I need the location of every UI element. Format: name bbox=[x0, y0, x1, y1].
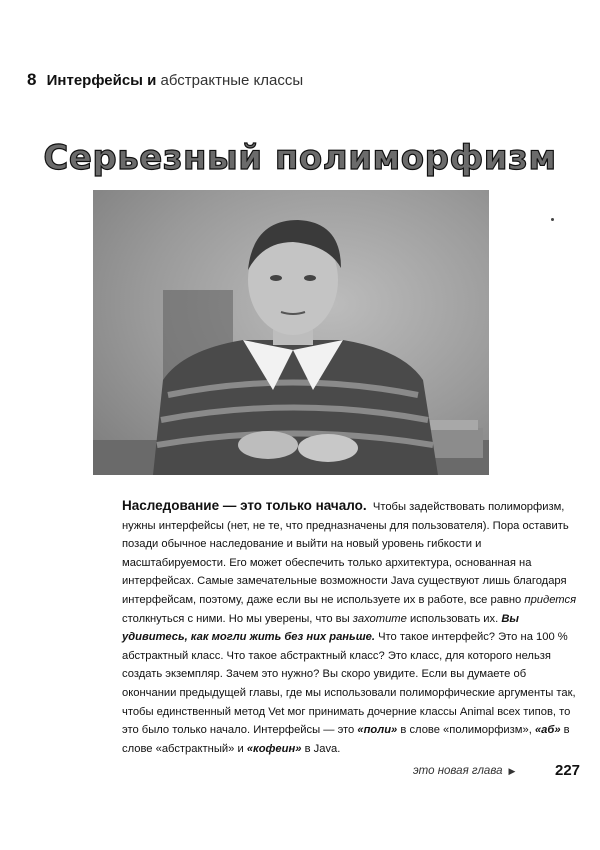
chapter-number: 8 bbox=[27, 70, 37, 89]
body-sentence-4: Что такое интерфейс? Это на 100 % абстрактный класс. Что такое абстрактный класс? Это класс, для которого нельзя создать экземпляр. Зачем это нужно? Вы скоро увидите. Если вы думаете об окончании предыдущей главы, где мы использовали полиморфические аргументы так, чтобы единственный метод Vet мог принимать дочерние классы Animal всех типов, то это было только начало. Интерфейсы — это bbox=[122, 631, 576, 737]
next-chapter-text: это новая глава bbox=[413, 765, 503, 777]
body-sentence-7: в Java. bbox=[304, 742, 341, 755]
body-text bbox=[122, 497, 582, 758]
emphasis-kofein: «кофеин» bbox=[246, 742, 302, 755]
lead-sentence: Наследование — это только начало. bbox=[122, 498, 367, 513]
next-chapter-label bbox=[413, 765, 515, 777]
body-sentence-2: столкнуться с ними. Но мы уверены, что вы bbox=[122, 612, 350, 625]
body-sentence-6: в слове «абстрактный» и bbox=[122, 724, 570, 755]
body-sentence-5: в слове «полиморфизм», bbox=[400, 724, 532, 737]
page-number: 227 bbox=[555, 762, 581, 779]
body-sentence-1: Чтобы задействовать полиморфизм, нужны интерфейсы (нет, не те, что предназначены для пользователя). Пора оставить позади обычное наследование и выйти на новый уровень гибкости и масштабируемости. Его может обеспечить только архитектура, основанная на интерфейсах. Самые замечательные возможности Java существуют лишь благодаря интерфейсам, поэтому, даже если вы не используете их в работе, все равно bbox=[122, 501, 569, 606]
emphasis-vy-udivites: Вы удивитесь, как могли жить без них раньше. bbox=[122, 612, 519, 644]
body-sentence-3: использовать их. bbox=[409, 612, 499, 625]
page-speck bbox=[551, 218, 554, 221]
chapter-title-light: абстрактные классы bbox=[160, 72, 304, 89]
emphasis-pridetsya: придется bbox=[524, 593, 577, 606]
boy-photo-drawing bbox=[93, 190, 489, 475]
emphasis-poli: «поли» bbox=[357, 724, 398, 737]
emphasis-zahotite: захотите bbox=[352, 612, 407, 625]
boy-photo bbox=[93, 190, 489, 475]
emphasis-ab: «аб» bbox=[534, 724, 561, 737]
page-title: Серьезный полиморфизм bbox=[43, 138, 557, 178]
chapter-title-bold: Интерфейсы и bbox=[46, 72, 157, 89]
chapter-header bbox=[27, 70, 303, 90]
right-triangle-icon: ▶ bbox=[508, 766, 516, 776]
